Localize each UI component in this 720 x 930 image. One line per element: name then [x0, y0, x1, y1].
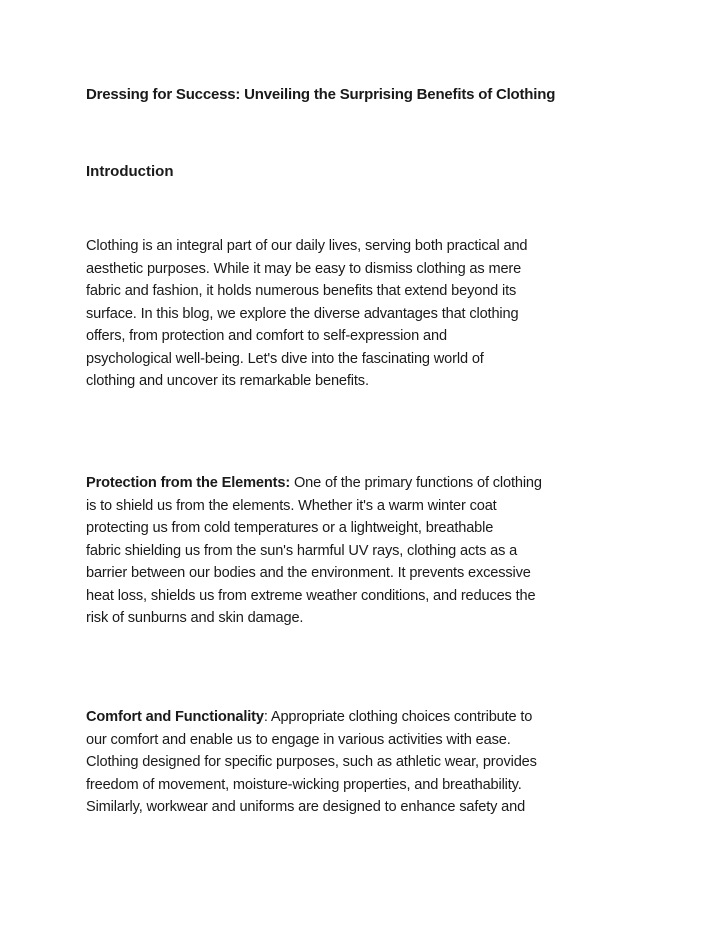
paragraph-line: offers, from protection and comfort to self-expression and	[86, 328, 447, 344]
paragraph-line: clothing and uncover its remarkable benefits.	[86, 373, 369, 389]
paragraph-line: our comfort and enable us to engage in various activities with ease.	[86, 731, 511, 748]
introduction-heading: Introduction	[86, 163, 174, 180]
paragraph-line: fabric shielding us from the sun's harmful UV rays, clothing acts as a	[86, 542, 518, 559]
paragraph-line: heat loss, shields us from extreme weather conditions, and reduces the	[86, 587, 536, 604]
comfort-paragraph	[86, 706, 646, 819]
protection-paragraph	[86, 472, 646, 630]
protection-lead: Protection from the Elements:	[86, 475, 291, 491]
paragraph-line: protecting us from cold temperatures or a lightweight, breathable	[86, 520, 494, 536]
paragraph-line: risk of sunburns and skin damage.	[86, 610, 304, 626]
paragraph-line: aesthetic purposes. While it may be easy to dismiss clothing as mere	[86, 260, 522, 277]
paragraph-line: barrier between our bodies and the environment. It prevents excessive	[86, 565, 531, 581]
paragraph-line: surface. In this blog, we explore the diverse advantages that clothing	[86, 305, 519, 322]
paragraph-line: fabric and fashion, it holds numerous benefits that extend beyond its	[86, 283, 517, 299]
paragraph-line	[86, 706, 646, 729]
introduction-paragraph	[86, 235, 646, 393]
paragraph-line: is to shield us from the elements. Whether it's a warm winter coat	[86, 497, 497, 514]
paragraph-line	[86, 472, 646, 495]
paragraph-line: Clothing is an integral part of our daily lives, serving both practical and	[86, 238, 528, 254]
protection-first-line-text: One of the primary functions of clothing	[290, 475, 542, 491]
document-title: Dressing for Success: Unveiling the Surprising Benefits of Clothing	[86, 86, 556, 103]
paragraph-line: psychological well-being. Let's dive into the fascinating world of	[86, 350, 484, 367]
comfort-first-line-text: : Appropriate clothing choices contribute to	[263, 709, 533, 725]
paragraph-line: Similarly, workwear and uniforms are designed to enhance safety and	[86, 799, 526, 815]
paragraph-line: Clothing designed for specific purposes, such as athletic wear, provides	[86, 754, 537, 770]
paragraph-line: freedom of movement, moisture-wicking properties, and breathability.	[86, 776, 522, 793]
comfort-lead: Comfort and Functionality	[86, 709, 264, 725]
